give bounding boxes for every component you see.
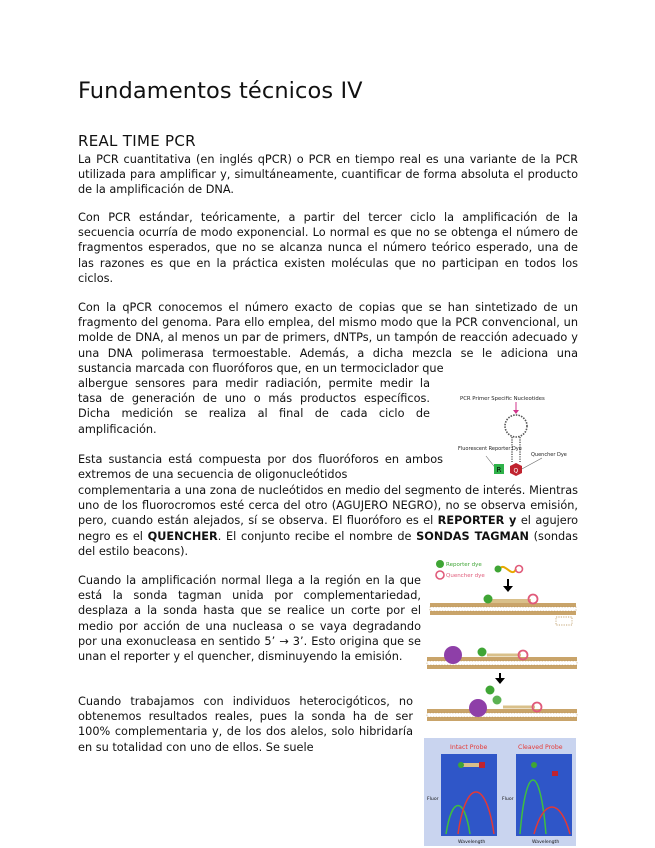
paragraph-3b: albergue sensores para medir radiación, permite medir la tasa de generación de uno o más productos específicos. Dicha medición se realiza al final de cada ciclo de amplificación. xyxy=(78,377,430,436)
intact-probe-title: Intact Probe xyxy=(450,744,488,751)
svg-text:R: R xyxy=(496,466,502,474)
hairpin-probe-figure xyxy=(456,390,578,482)
arrow-down-icon xyxy=(495,678,505,684)
paragraph-2: Con PCR estándar, teóricamente, a partir del tercer ciclo la amplificación de la secuencia ocurría de modo exponencial. Lo normal es que no se obtenga el número de fragmentos esperados, que no se alcanza nunca el número teórico esperado, una de las razones es que en la práctica existen moléculas que no participan en todos los ciclos. xyxy=(78,211,578,285)
term-sondas-tagman: SONDAS TAGMAN xyxy=(416,529,529,543)
section-heading: REAL TIME PCR xyxy=(78,132,196,150)
paragraph-5: Cuando la amplificación normal llega a la región en la que está la sonda tagman unida por complementariedad, desplaza a la sonda hasta que se realice un corte por el medio por acción de una nucleasa o se vaya degradando por una exonucleasa en sentido 5’ → 3’. Esto origina que se unan el reporter y el quencher, disminuyendo la emisión. xyxy=(78,574,421,664)
quencher-legend-label: Quencher dye xyxy=(446,573,485,579)
reporter-dye-label: Fluorescent Reporter Dye xyxy=(458,446,522,452)
svg-text:Wavelength: Wavelength xyxy=(458,840,486,845)
cleaved-probe-title: Cleaved Probe xyxy=(518,744,563,751)
svg-text:Q: Q xyxy=(513,467,519,475)
term-quencher: QUENCHER xyxy=(147,529,218,543)
quencher-dye-label: Quencher Dye xyxy=(531,452,567,458)
hairpin-loop xyxy=(505,415,527,437)
fluorescence-plots-figure xyxy=(424,738,576,846)
arrow-down-icon xyxy=(503,586,513,592)
svg-text:Fluor: Fluor xyxy=(427,797,439,802)
page-title: Fundamentos técnicos IV xyxy=(78,78,363,104)
paragraph-4b: complementaria a una zona de nucleótidos en medio del segmento de interés. Mientras uno de los fluorocromos esté cerca del otro (AGUJERO NEGRO), no se observa emisión, pero, cuando están alejados, sí se observa. El fluoróforo es el REPORTER y el agujero negro es el QUENCHER. El conjunto recibe el nombre de SONDAS TAGMAN (sondas del estilo beacons). xyxy=(78,484,578,558)
paragraph-1: La PCR cuantitativa (en inglés qPCR) o PCR en tiempo real es una variante de la PCR utilizada para amplificar y, simultáneamente, cuantificar de forma absoluta el producto de la amplificación de DNA. xyxy=(78,153,578,197)
taqman-probe-figure xyxy=(428,555,578,631)
reporter-legend-label: Reporter dye xyxy=(446,562,482,568)
polymerase-icon xyxy=(444,646,462,664)
dna-strand-bottom xyxy=(430,611,576,615)
polymerase-displacement-figure xyxy=(425,643,580,725)
hairpin-top-label: PCR Primer Specific Nucleotides xyxy=(460,396,545,402)
term-reporter: REPORTER y xyxy=(437,514,517,528)
svg-text:Fluor: Fluor xyxy=(502,797,514,802)
paragraph-4a: Esta sustancia está compuesta por dos fluoróforos en ambos extremos de una secuencia de oligonucleótidos xyxy=(78,453,443,482)
paragraph-3a: Con la qPCR conocemos el número exacto de copias que se han sintetizado de un fragmento del genoma. Para ello emplea, del mismo modo que la PCR convencional, un molde de DNA, al menos un par de primers, dNTPs, un tampón de reacción adecuado y una DNA polimerasa termoestable. Además, a dicha mezcla se le adiciona una sustancia marcada con fluoróforos que, en un termociclador que xyxy=(78,301,578,375)
paragraph-6: Cuando trabajamos con individuos heterocigóticos, no obtenemos resultados reales, pues la sonda ha de ser 100% complementaria y, de los dos alelos, solo hibridaría en su totalidad con uno de ellos. Se suele xyxy=(78,695,413,754)
cleaved-plot-area xyxy=(516,754,572,836)
dna-strand-top xyxy=(430,603,576,607)
svg-text:Wavelength: Wavelength xyxy=(532,840,560,845)
